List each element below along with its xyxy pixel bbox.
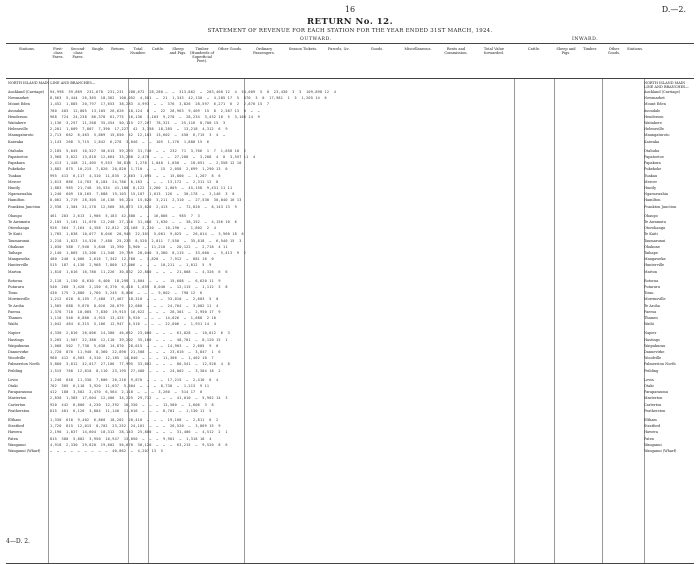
table-row <box>6 408 694 414</box>
station-name-repeat: Hawera <box>644 430 658 435</box>
station-name-repeat: Otaki <box>644 384 654 388</box>
station-name-repeat: Waitakere <box>644 121 662 125</box>
station-name: Paeroa <box>8 309 21 314</box>
column-header: Rents and Commission. <box>444 47 468 56</box>
column-header: Cattle. <box>527 47 541 51</box>
station-name-repeat: Papakura <box>644 161 661 166</box>
table-row <box>6 166 694 172</box>
table-row <box>6 355 694 361</box>
row-values: 815 401 6,120 3,804 11,140 11,016 … … … 8,701 … 1,130 11 5 <box>50 408 212 413</box>
station-name: Waitakere <box>8 121 26 125</box>
station-name: Frankton Junction <box>8 204 41 209</box>
row-values: 1,136 3,257 11,268 35,454 50,115 27,207 78,321 … 25,116 8,700 15 3 <box>50 121 226 125</box>
column-header: Miscellaneous. <box>404 47 432 51</box>
row-values: 1,810 1,016 16,780 11,226 30,832 22,880 … … … 21,008 … 4,326 6 6 <box>50 269 228 274</box>
station-name-repeat: Woodville <box>644 356 662 361</box>
table-row <box>6 139 694 145</box>
column-header: Total Number. <box>130 47 146 56</box>
row-values: 430 175 2,880 1,760 5,245 8,006 … … … 9,802 … 790 12 6 <box>50 291 203 296</box>
table-row <box>6 114 694 120</box>
column-header: Return. <box>111 47 125 51</box>
table-row <box>6 95 694 101</box>
table-row <box>6 402 694 408</box>
row-values: 1,720 815 12,015 8,702 23,252 24,101 … … … 26,520 … 3,809 15 9 <box>50 424 221 429</box>
table-row <box>6 361 694 367</box>
document-reference: D.—2. <box>661 5 686 14</box>
station-name-repeat: Huntly <box>644 186 657 190</box>
row-values: 5,860 3,012 42,017 27,106 77,995 33,002 … … … 80,541 … 12,920 4 8 <box>50 362 230 367</box>
table-row <box>6 191 694 197</box>
column-header: Sheep and Pigs. <box>169 47 187 56</box>
revenue-table <box>6 43 694 564</box>
station-name: Masterton <box>8 396 27 401</box>
station-name: Hunterville <box>8 263 29 268</box>
table-row <box>6 349 694 355</box>
column-header: Cattle. <box>151 47 165 51</box>
row-values: 960 412 6,503 4,310 12,185 14,040 … … … 11,306 … 1,402 10 7 <box>50 356 214 361</box>
column-header: Stations. <box>18 47 36 51</box>
table-row <box>6 148 694 154</box>
column-header: Timber. <box>583 47 597 51</box>
row-values: 515 187 4,130 2,968 7,800 17,006 … … … 10,211 … 1,012 5 9 <box>50 263 212 268</box>
table-row <box>6 108 694 114</box>
row-values: 1,008 502 7,730 5,630 14,870 28,015 … … … 14,903 … 2,605 9 0 <box>50 343 219 348</box>
station-name-repeat: Masterton <box>644 396 663 401</box>
row-values: 3,205 1,507 22,380 12,110 39,202 35,160 … … … 48,701 … 8,120 15 1 <box>50 337 228 342</box>
table-row <box>6 250 694 256</box>
table-row <box>6 231 694 237</box>
table-row <box>6 179 694 185</box>
station-name: Ohakune <box>8 244 24 249</box>
row-values: 780 403 12,005 13,105 26,626 10,124 8 … 22 28,963 9,409 15 8 2,587 13 0 … … <box>50 108 260 113</box>
station-name-repeat: Rotorua <box>644 278 659 283</box>
station-name: Waihi <box>8 322 18 327</box>
section-heading-repeat: NORTH ISLAND MAIN LINE AND BRANCHES— <box>644 81 689 89</box>
station-name: Te Aroha <box>8 303 24 308</box>
table-row <box>6 173 694 179</box>
station-name-repeat: Newmarket <box>644 96 665 101</box>
station-name: Eltham <box>8 418 21 422</box>
station-name: Dannevirke <box>8 350 29 354</box>
row-values: 412 180 3,502 2,470 6,564 2,110 … … … 3,260 … 514 17 0 <box>50 390 203 395</box>
row-values: 1,882 875 10,215 7,820 20,820 1,710 … … 15 2,058 2,699 1,290 13 0 <box>50 167 228 172</box>
column-header: Season Tickets. <box>288 47 318 51</box>
table-row <box>6 377 694 383</box>
table-row <box>6 303 694 309</box>
station-name: Ngaruawahia <box>8 192 32 197</box>
table-row <box>6 395 694 401</box>
station-name-repeat: Patea <box>644 436 654 441</box>
station-name-repeat: Ohakune <box>644 244 660 249</box>
row-values: 2,413 1,448 21,405 9,553 30,818 1,278 1,040 1,050 … 18,051 … 2,558 12 10 <box>50 161 242 166</box>
table-header <box>6 44 694 79</box>
station-name-repeat: Auckland (Carriage) <box>644 90 681 94</box>
column-header: Timber (Hundreds of Superficial Feet). <box>189 47 215 64</box>
station-name-repeat: Eltham <box>644 418 657 422</box>
row-values: 1,370 710 10,005 7,830 19,915 16,622 … … … 28,301 … 2,950 17 9 <box>50 309 221 314</box>
column-header: Other Goods. <box>217 47 243 51</box>
station-name: Helensville <box>8 127 28 132</box>
station-name: Palmerston North <box>8 362 40 367</box>
row-values: 968 724 24,238 86,378 61,775 16,136 1,103 9,270 … 28,234 3,432 18 5 3,160 14 9 <box>50 114 260 119</box>
row-values: 1,143 268 3,715 1,842 6,278 3,046 … … 105 1,170 1,880 15 6 <box>50 139 210 144</box>
row-values: 461 203 2,613 1,906 5,183 42,308 … … 16,806 … 985 7 3 <box>50 213 200 218</box>
row-values: 2,185 5,045 10,527 30,613 59,293 31,740 … … 232 71 3,766 1 7 1,658 10 2 <box>50 148 247 153</box>
station-name-repeat: Mercer <box>644 179 658 184</box>
row-values: 4,330 2,016 26,006 14,300 46,652 23,000 … … … 61,028 … 10,812 6 3 <box>50 331 230 336</box>
station-name: Hamilton <box>8 198 25 203</box>
row-values: 1,515 760 12,810 8,110 23,195 27,480 … … … 24,002 … 3,304 18 2 <box>50 368 221 373</box>
station-name-repeat: Marton <box>644 269 658 274</box>
station-name-repeat: Te Awamutu <box>644 220 666 224</box>
station-name-repeat: Putaruru <box>644 285 660 289</box>
table-row <box>6 89 694 95</box>
station-name: Wanganui <box>8 442 26 447</box>
station-name: Hawera <box>8 430 22 435</box>
row-values: 1,212 620 8,155 7,480 17,467 18,310 … … … 33,010 … 2,603 5 0 <box>50 297 219 302</box>
station-name: Papatoetoe <box>8 155 28 159</box>
row-values: 2,105 1,101 11,670 12,240 27,116 31,460 1,030 … … 38,152 … 4,156 10 6 <box>50 220 237 224</box>
station-name: Te Kuiti <box>8 232 22 237</box>
column-header: Sheep and Pigs. <box>556 47 576 56</box>
column-header: Total Value forwarded. <box>483 47 505 56</box>
station-name-repeat: Morrinsville <box>644 297 666 302</box>
station-name: Taihape <box>8 251 22 255</box>
station-name-repeat: Mount Eden <box>644 102 666 107</box>
table-row <box>6 225 694 231</box>
station-name-repeat: Thames <box>644 316 658 320</box>
table-row <box>6 368 694 374</box>
column-header: Goods. <box>370 47 384 51</box>
station-name-repeat: Carterton <box>644 402 662 407</box>
row-values: 1,330 610 9,402 6,860 18,202 20,410 … … … 19,108 … 2,811 6 2 <box>50 418 219 422</box>
station-name: Maungaturoto <box>8 133 34 138</box>
row-values: 1,030 580 7,940 5,840 15,390 3,900 … 11,210 … 20,122 … 2,718 4 11 <box>50 244 228 249</box>
column-header: Parcels, &c. <box>328 47 350 51</box>
station-name: Napier <box>8 331 21 336</box>
station-name-repeat: Levin <box>644 377 654 382</box>
station-name-repeat: Wanganui <box>644 442 662 447</box>
table-row <box>6 262 694 268</box>
row-values: 2,713 662 6,463 5,809 15,650 42 12,103 13,602 … 450 6,715 3 4 … <box>50 133 226 138</box>
station-name-repeat: Otahuhu <box>644 148 660 153</box>
station-name: Morrinsville <box>8 297 30 302</box>
table-row <box>6 337 694 343</box>
station-name: Tirau <box>8 291 18 296</box>
table-row <box>6 256 694 262</box>
row-values: 815 380 5,802 3,950 10,947 13,050 … … … 9,901 … 1,318 10 4 <box>50 436 212 441</box>
station-name-repeat: Waihi <box>644 322 654 327</box>
station-name-repeat: Stratford <box>644 424 661 429</box>
row-values: 1,505 688 9,870 8,016 20,079 12,080 … … … 24,704 … 3,002 11 4 <box>50 303 219 308</box>
table-row <box>6 213 694 219</box>
station-name-repeat: Feilding <box>644 368 659 373</box>
station-name-repeat: Pukekohe <box>644 167 662 172</box>
row-values: 2,210 1,023 14,520 7,480 25,233 8,520 2,011 7,550 … 35,818 … 6,540 15 3 <box>50 238 242 243</box>
station-name-repeat: Tuakau <box>644 173 658 178</box>
station-name-repeat: Papatoetoe <box>644 155 664 159</box>
table-row <box>6 315 694 321</box>
station-name-repeat: Wanganui (Wharf) <box>644 449 677 453</box>
station-name-repeat: Waipukurau <box>644 343 666 348</box>
station-name: Carterton <box>8 402 26 407</box>
column-header: Single. <box>91 47 105 51</box>
station-name-repeat: Hamilton <box>644 198 661 203</box>
station-name-repeat: Kaiwaka <box>644 139 660 144</box>
station-name: Taumarunui <box>8 238 30 243</box>
table-row <box>6 321 694 327</box>
row-values: 1,240 609 10,165 7,088 19,103 15,107 1,013 126 … 30,178 … 2,146 3 0 <box>50 192 235 197</box>
row-values: 2,830 1,385 17,604 12,406 34,225 29,712 … … … 41,010 … 5,902 14 3 <box>50 396 228 401</box>
station-name: Hastings <box>8 337 24 342</box>
station-name: Rotorua <box>8 278 23 283</box>
station-name-repeat: Te Kuiti <box>644 232 658 237</box>
station-name: Paraparaumu <box>8 390 32 395</box>
station-name: Henderson <box>8 114 28 119</box>
table-row <box>6 219 694 225</box>
row-values: 8,563 5,444 26,365 18,362 100,052 4,501 … 21 1,343 42,130 … 4,285 17 5 870 3 0 17,981 1 5 1,205 14 6 <box>50 96 327 101</box>
station-name-repeat: Paeroa <box>644 309 657 314</box>
row-values: 2,140 1,065 15,206 11,348 29,759 28,040 3,380 8,115 … 33,060 … 5,413 9 2 <box>50 251 247 255</box>
station-name-repeat: Ngaruawahia <box>644 192 668 197</box>
station-name: Auckland (Carriage) <box>8 90 45 94</box>
station-name-repeat: Napier <box>644 331 657 336</box>
station-name-repeat: Tirau <box>644 291 654 296</box>
station-name: Kaiwaka <box>8 139 24 144</box>
row-values: 2,938 1,304 21,270 12,560 38,073 15,820 2,413 … … 72,820 … 8,143 13 9 <box>50 204 237 209</box>
row-values: 1,240 640 11,330 7,006 20,216 9,870 … … … 17,215 … 2,410 6 4 <box>50 377 219 382</box>
station-name: Waipukurau <box>8 343 30 348</box>
section-heading: NORTH ISLAND MAIN LINE AND BRANCHES— <box>8 81 96 85</box>
table-row <box>6 120 694 126</box>
station-name-repeat: Hunterville <box>644 263 665 268</box>
station-name: Newmarket <box>8 96 29 101</box>
station-name-repeat: Maungaturoto <box>644 133 670 138</box>
station-name: Mangaweka <box>8 257 30 262</box>
table-row <box>6 417 694 423</box>
station-name: Pukekohe <box>8 167 26 172</box>
table-row <box>6 154 694 160</box>
table-row <box>6 343 694 349</box>
row-values: 2,118 1,150 8,630 6,400 18,298 1,804 … … … 15,608 … 6,620 11 9 <box>50 278 221 283</box>
station-name: Ohaupo <box>8 213 22 218</box>
row-values: 702 305 6,110 3,920 11,037 5,504 … … … 8,730 … 1,213 9 11 <box>50 384 210 388</box>
station-name: Marton <box>8 269 22 274</box>
station-name-repeat: Taumarunui <box>644 238 666 243</box>
page-subtitle: STATEMENT OF REVENUE FOR EACH STATION FOR THE YEAR ENDED 31ST MARCH, 1924. <box>207 28 493 34</box>
table-row <box>6 309 694 315</box>
station-name: Mount Eden <box>8 102 30 107</box>
station-name-repeat: Dannevirke <box>644 350 665 354</box>
row-values: 1,452 1,085 20,797 17,653 38,283 4,993 … … 376 3,826 28,597 6,271 6 2 2,870 15 7 <box>50 102 270 107</box>
station-name: Otorohanga <box>8 226 30 231</box>
column-header: Second-class Fares. <box>70 47 86 60</box>
station-name: Otahuhu <box>8 148 24 153</box>
station-name: Feilding <box>8 368 23 373</box>
column-header: First-class Fares. <box>52 47 64 60</box>
row-values: 1,613 886 14,703 8,184 24,786 6,183 … … … 13,172 … 2,311 12 8 <box>50 179 219 184</box>
row-values: 480 240 4,006 2,616 7,342 12,760 … 1,820 … 7,912 … 881 16 0 <box>50 257 214 262</box>
table-row <box>6 185 694 191</box>
table-row <box>6 160 694 166</box>
outward-heading: OUTWARD. <box>300 37 332 42</box>
table-row <box>6 197 694 203</box>
station-name-repeat: Frankton Junction <box>644 204 677 209</box>
station-name: Te Awamutu <box>8 220 30 224</box>
row-values: 995 413 6,117 4,310 11,835 2,463 1,095 … … 15,800 … 1,207 8 6 <box>50 173 221 178</box>
station-name: Avondale <box>8 108 25 113</box>
row-values: 1,785 1,038 10,077 8,046 20,946 22,301 5,081 9,025 … 26,014 … 3,960 18 6 <box>50 232 244 237</box>
station-name: Thames <box>8 316 22 320</box>
row-values: 2,190 1,037 14,604 10,312 28,143 25,880 … … … 31,406 … 4,512 2 1 <box>50 430 228 435</box>
row-values: 1,042 484 6,315 5,106 12,947 4,510 … … … 22,006 … 1,931 14 4 <box>50 322 217 327</box>
table-body <box>6 79 694 563</box>
station-name-repeat: Mangaweka <box>644 257 666 262</box>
page-number: 16 <box>344 5 356 14</box>
station-name-repeat: Taihape <box>644 251 658 255</box>
station-name-repeat: Paraparaumu <box>644 390 668 395</box>
station-name: Levin <box>8 377 18 382</box>
table-row <box>6 423 694 429</box>
page-title: RETURN No. 12. <box>306 17 394 27</box>
table-row <box>6 126 694 132</box>
station-name: Featherston <box>8 408 30 413</box>
station-name-repeat: Hastings <box>644 337 660 342</box>
row-values: 2,201 1,009 7,807 7,390 17,227 42 3,358 18,285 … 13,218 4,312 6 9 <box>50 127 228 132</box>
station-name-repeat: Featherston <box>644 408 666 413</box>
column-header: Other Goods. <box>607 47 621 56</box>
station-name-repeat: Otorohanga <box>644 226 666 231</box>
table-row <box>6 284 694 290</box>
column-header: Stations. <box>627 47 643 51</box>
row-values: 926 364 7,164 4,358 12,812 23,168 2,210 … 10,190 … 1,802 2 4 <box>50 226 217 231</box>
row-values: 540 260 3,420 2,150 6,370 6,410 1,055 8,040 … 12,115 … 1,112 3 8 <box>50 285 228 289</box>
page-footer: 4—D. 2. <box>6 538 30 545</box>
table-row <box>6 244 694 250</box>
row-values: 1,110 540 6,860 4,915 13,425 5,920 … … … 14,026 … 1,688 2 10 <box>50 316 217 320</box>
table-row <box>6 389 694 395</box>
station-name-repeat: Avondale <box>644 108 661 113</box>
table-row <box>6 101 694 107</box>
row-values: 4,918 2,330 29,820 19,602 56,670 30,120 … … … 63,215 … 9,520 8 6 <box>50 442 228 447</box>
table-row <box>6 204 694 210</box>
inward-heading: INWARD. <box>572 37 599 42</box>
station-name: Huntly <box>8 186 21 190</box>
table-row <box>6 330 694 336</box>
station-name: Woodville <box>8 356 26 361</box>
station-name-repeat: Helensville <box>644 127 664 132</box>
station-name-repeat: Palmerston North <box>644 362 676 367</box>
station-name: Patea <box>8 436 18 441</box>
table-row <box>6 383 694 389</box>
table-row <box>6 442 694 448</box>
table-row <box>6 269 694 275</box>
table-row <box>6 290 694 296</box>
row-values: 94,998 59,869 231,678 231,231 288,672 28,280 … … 313,862 … 283,460 12 4 54,009 5 0 23,436 3 3 109,898 12 4 <box>50 90 337 94</box>
station-name: Putaruru <box>8 285 24 289</box>
row-values: 1,883 985 21,748 16,534 41,180 8,122 1,260 2,005 … 45,158 9,431 11 11 <box>50 186 233 190</box>
row-values: … … … … … … … … … 40,862 … 4,207 13 5 <box>50 449 164 453</box>
station-name: Tuakau <box>8 173 22 178</box>
station-name-repeat: Te Aroha <box>644 303 660 308</box>
station-name: Mercer <box>8 179 22 184</box>
station-name: Otaki <box>8 384 18 388</box>
station-name-repeat: Henderson <box>644 114 664 119</box>
table-row <box>6 296 694 302</box>
table-row <box>6 132 694 138</box>
table-row <box>6 238 694 244</box>
row-values: 3,968 3,022 13,818 12,664 33,268 2,470 … … … 27,208 … 3,208 4 0 3,557 11 4 <box>50 155 256 159</box>
row-values: 920 442 6,800 4,230 12,392 16,330 … … … 12,580 … 1,606 3 8 <box>50 402 214 407</box>
station-name-repeat: Ohaupo <box>644 213 658 218</box>
table-row <box>6 448 694 454</box>
table-row <box>6 429 694 435</box>
table-row <box>6 436 694 442</box>
station-name: Stratford <box>8 424 25 429</box>
column-header: Ordinary Passengers. <box>253 47 275 56</box>
station-name: Papakura <box>8 161 25 166</box>
row-values: 8,062 3,719 28,305 16,138 56,224 15,020 3,211 2,310 … 27,530 30,040 16 13 <box>50 198 242 203</box>
row-values: 1,720 870 11,940 8,360 22,890 21,508 … … … 23,016 … 3,847 1 6 <box>50 350 221 354</box>
table-row <box>6 278 694 284</box>
station-name: Wanganui (Wharf) <box>8 449 41 453</box>
